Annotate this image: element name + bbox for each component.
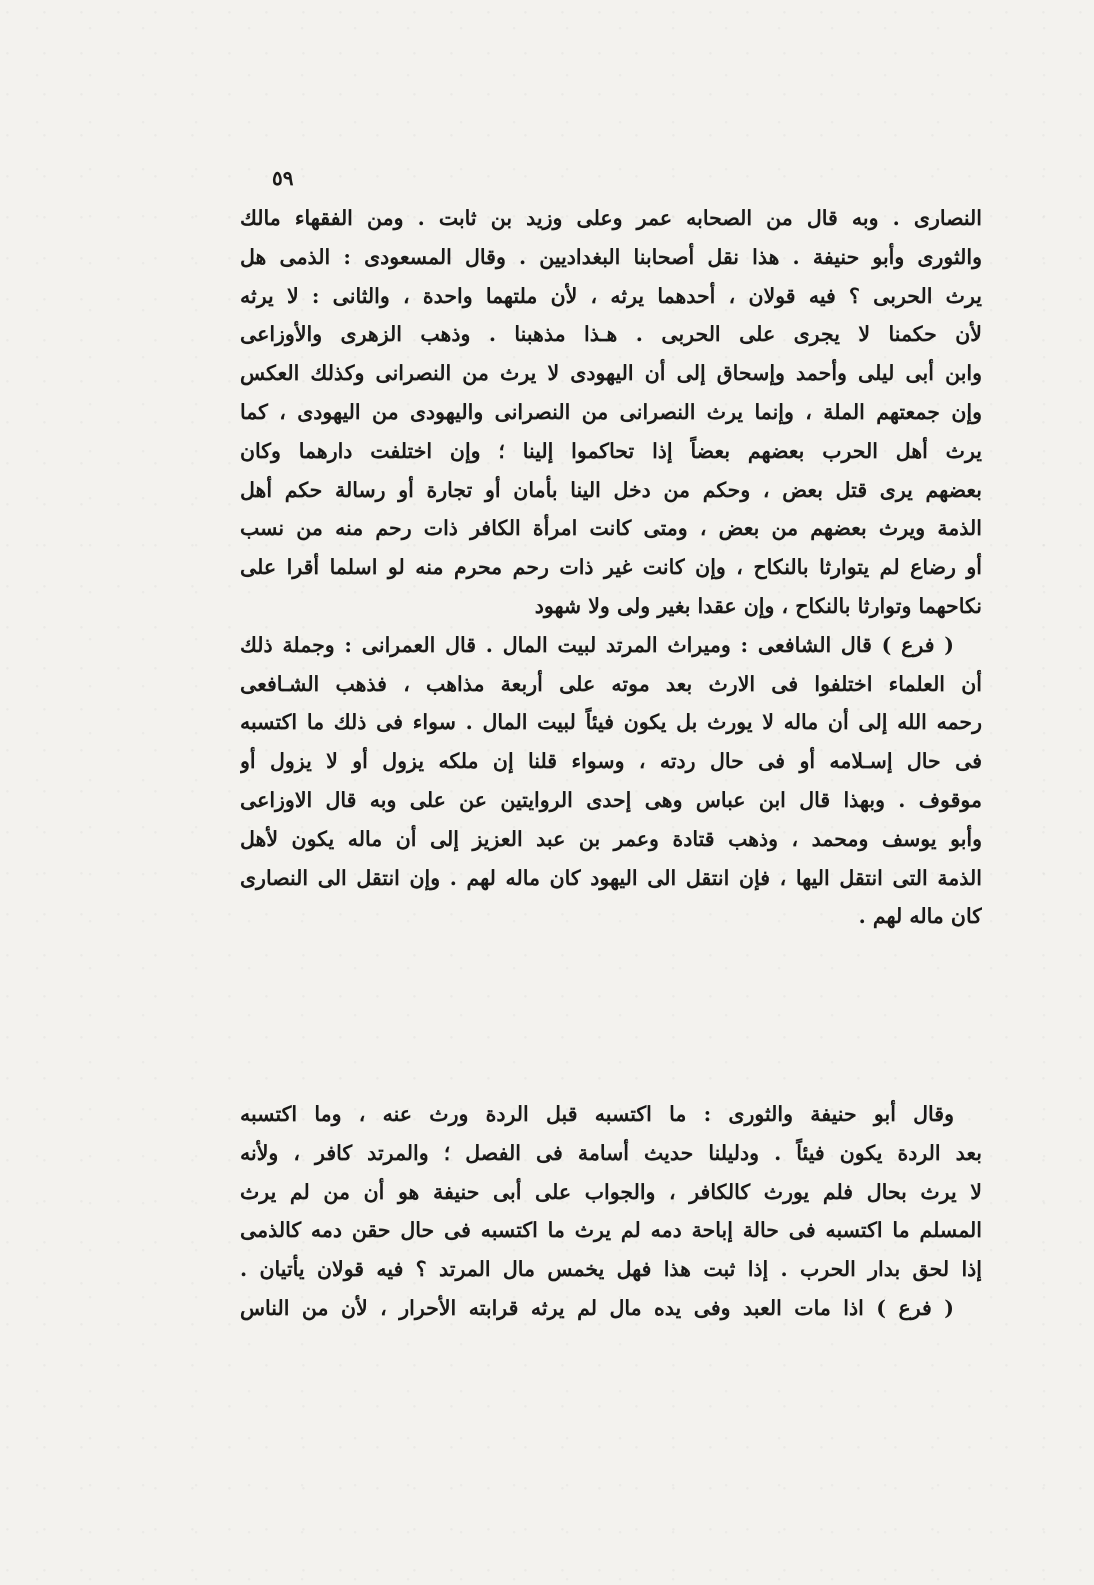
- text-line: يرث الحربى ؟ فيه قولان ، أحدهما يرثه ، لأن ملتهما واحدة ، والثانى : لا يرثه: [240, 283, 982, 308]
- text-line: النصارى . وبه قال من الصحابه عمر وعلى وزيد بن ثابت . ومن الفقهاء مالك: [240, 206, 982, 230]
- text-line: فى حال إسـلامه أو فى حال ردته ، وسواء قلنا إن ملكه يزول أو لا يزول أو: [240, 749, 982, 774]
- text-block-lower: [240, 1095, 982, 1328]
- text-line: لا يرث بحال فلم يورث كالكافر ، والجواب على أبى حنيفة هو أن من لم يرث: [240, 1179, 982, 1204]
- text-line: وإن جمعتهم الملة ، وإنما يرث النصرانى من النصرانى واليهودى من اليهودى ، كما: [240, 399, 982, 424]
- text-line: أن العلماء اختلفوا فى الارث بعد موته على أربعة مذاهب ، فذهب الشـافعى: [240, 671, 982, 696]
- text-line: نكاحهما وتوارثا بالنكاح ، وإن عقدا بغير ولى ولا شهود: [534, 593, 982, 618]
- text-line: بعضهم يرى قتل بعض ، وحكم من دخل الينا بأمان أو تجارة أو رسالة حكم أهل: [240, 477, 982, 502]
- text-line: ( فرع ) اذا مات العبد وفى يده مال لم يرثه قرابته الأحرار ، لأن من الناس: [240, 1295, 954, 1320]
- text-line: والثورى وأبو حنيفة . هذا نقل أصحابنا البغداديين . وقال المسعودى : الذمى هل: [240, 244, 982, 269]
- page-number: ٥٩: [272, 166, 294, 190]
- text-line: الذمة التى انتقل اليها ، فإن انتقل الى اليهود كان ماله لهم . وإن انتقل الى النصارى: [240, 865, 982, 890]
- paragraph: [240, 626, 982, 936]
- text-line: وقال أبو حنيفة والثورى : ما اكتسبه قبل الردة ورث عنه ، وما اكتسبه: [240, 1102, 954, 1126]
- paragraph: [240, 1095, 982, 1328]
- text-line: رحمه الله إلى أن ماله لا يورث بل يكون فيئاً لبيت المال . سواء فى ذلك ما اكتسبه: [240, 710, 982, 735]
- paragraph: [240, 199, 982, 626]
- text-line: يرث أهل الحرب بعضهم بعضاً إذا تحاكموا إلينا ؛ وإن اختلفت دارهما وكان: [240, 438, 982, 463]
- text-block-upper: [240, 199, 982, 936]
- text-line: لأن حكمنا لا يجرى على الحربى . هـذا مذهبنا . وذهب الزهرى والأوزاعى: [240, 322, 982, 347]
- text-line: وابن أبى ليلى وأحمد وإسحاق إلى أن اليهودى لا يرث من النصرانى وكذلك العكس: [240, 361, 982, 386]
- text-line: إذا لحق بدار الحرب . إذا ثبت هذا فهل يخمس مال المرتد ؟ فيه قولان يأتيان .: [240, 1257, 982, 1282]
- text-line: وأبو يوسف ومحمد ، وذهب قتادة وعمر بن عبد العزيز إلى أن ماله يكون لأهل: [240, 826, 982, 851]
- text-line: كان ماله لهم .: [858, 904, 982, 929]
- text-line: أو رضاع لم يتوارثا بالنكاح ، وإن كانت غير ذات رحم محرم منه لو اسلما أقرا على: [240, 555, 982, 580]
- text-line: موقوف . وبهذا قال ابن عباس وهى إحدى الروايتين عن على وبه قال الاوزاعى: [240, 787, 982, 812]
- text-line: ( فرع ) قال الشافعى : وميراث المرتد لبيت المال . قال العمرانى : وجملة ذلك: [240, 632, 954, 657]
- text-line: المسلم ما اكتسبه فى حالة إباحة دمه لم يرث ما اكتسبه فى حال حقن دمه كالذمى: [240, 1218, 982, 1243]
- text-line: بعد الردة يكون فيئاً . ودليلنا حديث أسامة فى الفصل ؛ والمرتد كافر ، ولأنه: [240, 1140, 982, 1165]
- text-line: الذمة ويرث بعضهم من بعض ، ومتى كانت امرأة الكافر ذات رحم منه من نسب: [240, 516, 982, 541]
